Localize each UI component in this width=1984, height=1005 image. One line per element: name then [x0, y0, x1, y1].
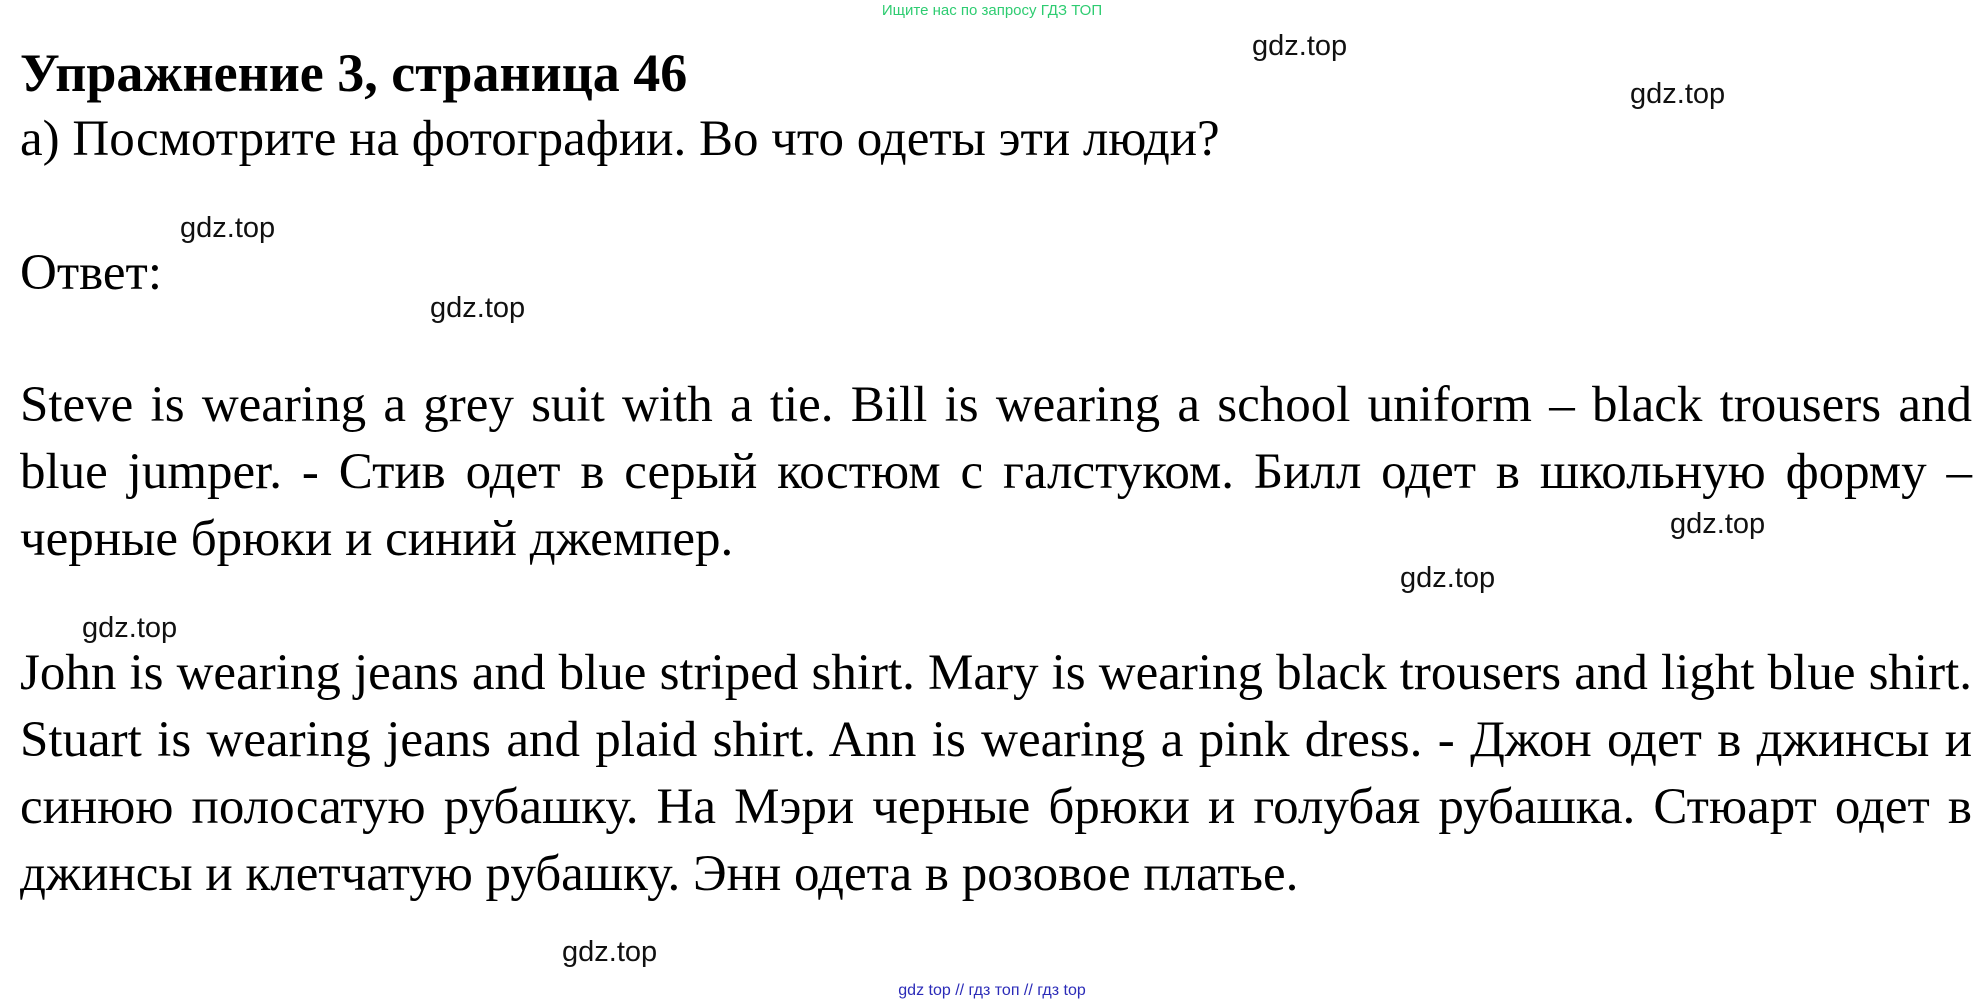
watermark: gdz.top: [180, 212, 276, 244]
watermark: gdz.top: [1630, 78, 1726, 110]
watermark: gdz.top: [82, 612, 178, 644]
answer-paragraph-1: Steve is wearing a grey suit with a tie. Bill is wearing a school uniform – black trousers and blue jumper. - Стив одет в серый костюм с галстуком. Билл одет в школьную форму – черные брюки и синий джемпер.: [20, 377, 1972, 567]
exercise-question: а) Посмотрите на фотографии. Во что одеты эти люди?: [20, 111, 1220, 167]
answer-label: Ответ:: [20, 245, 162, 301]
search-banner: Ищите нас по запросу ГДЗ ТОП: [881, 2, 1103, 19]
footer-links: gdz top // гдз топ // гдз top: [898, 982, 1086, 999]
answer-paragraph-2: John is wearing jeans and blue striped shirt. Mary is wearing black trousers and light blue shirt. Stuart is wearing jeans and plaid shirt. Ann is wearing a pink dress. - Джон одет в джинсы и синюю полосатую рубашку. На Мэри черные брюки и голубая рубашка. Стюарт одет в джинсы и клетчатую рубашку. Энн одета в розовое платье.: [20, 645, 1972, 902]
watermark: gdz.top: [1252, 30, 1348, 62]
watermark: gdz.top: [1670, 508, 1766, 540]
exercise-title: Упражнение 3, страница 46: [20, 43, 688, 103]
watermark: gdz.top: [1400, 562, 1496, 594]
watermark: gdz.top: [562, 936, 658, 968]
watermark: gdz.top: [430, 292, 526, 324]
